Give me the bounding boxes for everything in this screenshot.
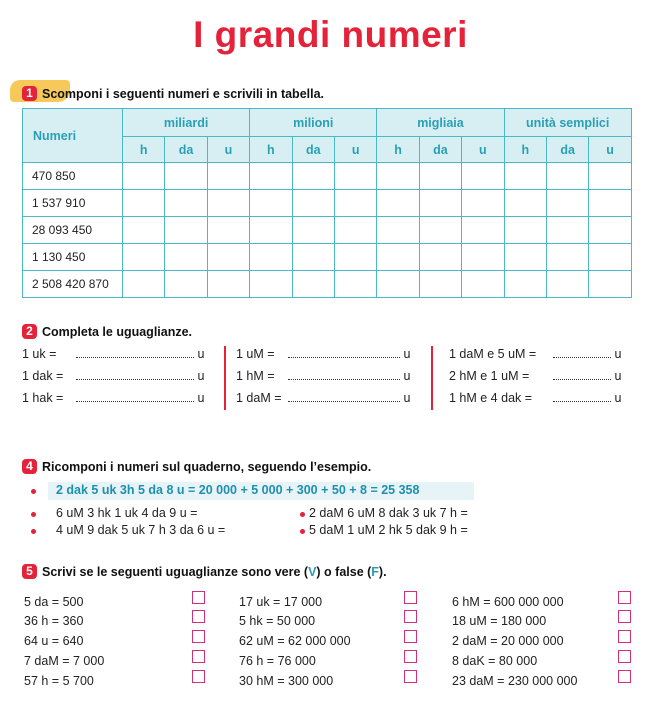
answer-blank[interactable] bbox=[76, 392, 194, 402]
subheader-h: h bbox=[504, 137, 546, 163]
exercise-item: 5 daM 1 uM 2 hk 5 dak 9 h = bbox=[309, 523, 468, 537]
blank-cell[interactable] bbox=[334, 271, 376, 298]
blank-cell[interactable] bbox=[165, 190, 207, 217]
equality-item: 17 uk = 17 000 bbox=[239, 595, 323, 609]
equation-label: 1 daM = bbox=[236, 391, 282, 405]
column-divider bbox=[224, 346, 226, 410]
answer-checkbox[interactable] bbox=[404, 591, 417, 604]
blank-cell[interactable] bbox=[377, 244, 419, 271]
blank-cell[interactable] bbox=[207, 163, 249, 190]
blank-cell[interactable] bbox=[419, 217, 461, 244]
subheader-h: h bbox=[123, 137, 165, 163]
bullet bbox=[31, 512, 36, 517]
equality-item: 8 daK = 80 000 bbox=[452, 654, 538, 668]
bullet bbox=[300, 512, 305, 517]
answer-blank[interactable] bbox=[288, 392, 400, 402]
row-number: 1 130 450 bbox=[23, 244, 123, 271]
column-header-numeri: Numeri bbox=[23, 109, 123, 163]
answer-checkbox[interactable] bbox=[404, 610, 417, 623]
answer-checkbox[interactable] bbox=[192, 670, 205, 683]
answer-checkbox[interactable] bbox=[404, 630, 417, 643]
equality-item: 62 uM = 62 000 000 bbox=[239, 634, 351, 648]
blank-cell[interactable] bbox=[546, 244, 588, 271]
subheader-da: da bbox=[419, 137, 461, 163]
blank-cell[interactable] bbox=[123, 190, 165, 217]
subheader-h: h bbox=[377, 137, 419, 163]
blank-cell[interactable] bbox=[292, 163, 334, 190]
blank-cell[interactable] bbox=[123, 217, 165, 244]
answer-blank[interactable] bbox=[76, 370, 194, 380]
equality-item: 2 daM = 20 000 000 bbox=[452, 634, 564, 648]
blank-cell[interactable] bbox=[419, 163, 461, 190]
equality-item: 76 h = 76 000 bbox=[239, 654, 316, 668]
unit-label: u bbox=[614, 369, 622, 383]
row-number: 1 537 910 bbox=[23, 190, 123, 217]
false-letter: F bbox=[371, 565, 379, 579]
exercise-5-heading bbox=[22, 564, 387, 579]
table-row bbox=[23, 163, 632, 190]
answer-blank[interactable] bbox=[76, 348, 194, 358]
equation-row bbox=[449, 391, 621, 405]
example-equation: 2 dak 5 uk 3h 5 da 8 u = 20 000 + 5 000 + 300 + 50 + 8 = 25 358 bbox=[56, 483, 420, 497]
blank-cell[interactable] bbox=[462, 217, 504, 244]
subheader-u: u bbox=[207, 137, 249, 163]
table-row bbox=[23, 244, 632, 271]
group-header-milioni: milioni bbox=[250, 109, 377, 137]
unit-label: u bbox=[403, 391, 411, 405]
blank-cell[interactable] bbox=[589, 244, 631, 271]
blank-cell[interactable] bbox=[546, 163, 588, 190]
blank-cell[interactable] bbox=[462, 190, 504, 217]
blank-cell[interactable] bbox=[165, 163, 207, 190]
unit-label: u bbox=[197, 369, 205, 383]
exercise-4-heading bbox=[22, 459, 371, 474]
exercise-instruction: Ricomponi i numeri sul quaderno, seguendo l’esempio. bbox=[42, 460, 372, 474]
true-letter: V bbox=[308, 565, 317, 579]
table-row bbox=[23, 271, 632, 298]
equality-item: 23 daM = 230 000 000 bbox=[452, 674, 578, 688]
blank-cell[interactable] bbox=[334, 190, 376, 217]
row-number: 2 508 420 870 bbox=[23, 271, 123, 298]
exercise-instruction: Completa le uguaglianze. bbox=[42, 325, 193, 339]
blank-cell[interactable] bbox=[504, 190, 546, 217]
exercise-instruction: ). bbox=[378, 565, 387, 579]
equality-item: 57 h = 5 700 bbox=[24, 674, 94, 688]
blank-cell[interactable] bbox=[250, 163, 292, 190]
answer-checkbox[interactable] bbox=[192, 650, 205, 663]
equality-item: 5 da = 500 bbox=[24, 595, 84, 609]
place-value-table bbox=[22, 108, 632, 298]
equation-row bbox=[236, 369, 410, 383]
equality-item: 7 daM = 7 000 bbox=[24, 654, 105, 668]
equation-label: 1 hM = bbox=[236, 369, 275, 383]
blank-cell[interactable] bbox=[207, 190, 249, 217]
blank-cell[interactable] bbox=[250, 271, 292, 298]
equation-row bbox=[22, 369, 204, 383]
blank-cell[interactable] bbox=[546, 217, 588, 244]
answer-checkbox[interactable] bbox=[618, 670, 631, 683]
blank-cell[interactable] bbox=[462, 244, 504, 271]
subheader-da: da bbox=[546, 137, 588, 163]
answer-checkbox[interactable] bbox=[618, 610, 631, 623]
unit-label: u bbox=[403, 347, 411, 361]
equation-row bbox=[22, 391, 204, 405]
exercise-item: 2 daM 6 uM 8 dak 3 uk 7 h = bbox=[309, 506, 468, 520]
equation-row bbox=[449, 347, 621, 361]
exercise-2-heading bbox=[22, 324, 192, 339]
exercise-number-badge: 2 bbox=[22, 324, 37, 339]
blank-cell[interactable] bbox=[207, 271, 249, 298]
column-divider bbox=[431, 346, 433, 410]
blank-cell[interactable] bbox=[292, 271, 334, 298]
exercise-instruction: Scomponi i seguenti numeri e scrivili in tabella. bbox=[42, 87, 325, 101]
subheader-da: da bbox=[165, 137, 207, 163]
blank-cell[interactable] bbox=[250, 217, 292, 244]
equality-item: 36 h = 360 bbox=[24, 614, 84, 628]
equality-item: 18 uM = 180 000 bbox=[452, 614, 547, 628]
blank-cell[interactable] bbox=[292, 190, 334, 217]
answer-blank[interactable] bbox=[288, 348, 400, 358]
blank-cell[interactable] bbox=[207, 244, 249, 271]
blank-cell[interactable] bbox=[462, 271, 504, 298]
blank-cell[interactable] bbox=[504, 217, 546, 244]
bullet bbox=[300, 529, 305, 534]
equality-item: 6 hM = 600 000 000 bbox=[452, 595, 564, 609]
page-title: I grandi numeri bbox=[193, 14, 468, 55]
exercise-item: 6 uM 3 hk 1 uk 4 da 9 u = bbox=[56, 506, 198, 520]
blank-cell[interactable] bbox=[377, 163, 419, 190]
answer-checkbox[interactable] bbox=[404, 650, 417, 663]
equation-label: 1 dak = bbox=[22, 369, 64, 383]
blank-cell[interactable] bbox=[250, 190, 292, 217]
bullet bbox=[31, 489, 36, 494]
blank-cell[interactable] bbox=[123, 244, 165, 271]
blank-cell[interactable] bbox=[419, 244, 461, 271]
exercise-number-badge: 4 bbox=[22, 459, 37, 474]
blank-cell[interactable] bbox=[377, 190, 419, 217]
exercise-instruction: ) o false ( bbox=[316, 565, 372, 579]
exercise-number-badge: 1 bbox=[22, 86, 37, 101]
row-number: 28 093 450 bbox=[23, 217, 123, 244]
blank-cell[interactable] bbox=[292, 244, 334, 271]
exercise-instruction: Scrivi se le seguenti uguaglianze sono vere ( bbox=[42, 565, 309, 579]
equality-item: 30 hM = 300 000 bbox=[239, 674, 334, 688]
blank-cell[interactable] bbox=[589, 190, 631, 217]
answer-checkbox[interactable] bbox=[618, 650, 631, 663]
blank-cell[interactable] bbox=[123, 271, 165, 298]
blank-cell[interactable] bbox=[419, 271, 461, 298]
unit-label: u bbox=[614, 347, 622, 361]
answer-checkbox[interactable] bbox=[192, 610, 205, 623]
unit-label: u bbox=[197, 391, 205, 405]
blank-cell[interactable] bbox=[419, 190, 461, 217]
answer-checkbox[interactable] bbox=[192, 630, 205, 643]
subheader-u: u bbox=[589, 137, 631, 163]
blank-cell[interactable] bbox=[250, 244, 292, 271]
answer-blank[interactable] bbox=[553, 370, 611, 380]
equality-item: 5 hk = 50 000 bbox=[239, 614, 316, 628]
answer-blank[interactable] bbox=[288, 370, 400, 380]
blank-cell[interactable] bbox=[589, 217, 631, 244]
equation-label: 1 uM = bbox=[236, 347, 275, 361]
table-row bbox=[23, 217, 632, 244]
blank-cell[interactable] bbox=[165, 217, 207, 244]
answer-blank[interactable] bbox=[553, 392, 611, 402]
blank-cell[interactable] bbox=[377, 271, 419, 298]
exercise-1-heading bbox=[22, 86, 324, 101]
blank-cell[interactable] bbox=[589, 163, 631, 190]
answer-checkbox[interactable] bbox=[404, 670, 417, 683]
blank-cell[interactable] bbox=[546, 190, 588, 217]
unit-label: u bbox=[403, 369, 411, 383]
blank-cell[interactable] bbox=[292, 217, 334, 244]
exercise-number-badge: 5 bbox=[22, 564, 37, 579]
blank-cell[interactable] bbox=[504, 163, 546, 190]
blank-cell[interactable] bbox=[546, 271, 588, 298]
group-header-miliardi: miliardi bbox=[123, 109, 250, 137]
blank-cell[interactable] bbox=[165, 244, 207, 271]
answer-checkbox[interactable] bbox=[618, 630, 631, 643]
subheader-h: h bbox=[250, 137, 292, 163]
blank-cell[interactable] bbox=[207, 217, 249, 244]
answer-checkbox[interactable] bbox=[192, 591, 205, 604]
blank-cell[interactable] bbox=[589, 271, 631, 298]
bullet bbox=[31, 529, 36, 534]
equation-row bbox=[22, 347, 204, 361]
equation-label: 1 uk = bbox=[22, 347, 57, 361]
table-row bbox=[23, 190, 632, 217]
blank-cell[interactable] bbox=[334, 163, 376, 190]
blank-cell[interactable] bbox=[165, 271, 207, 298]
blank-cell[interactable] bbox=[334, 244, 376, 271]
subheader-u: u bbox=[462, 137, 504, 163]
blank-cell[interactable] bbox=[504, 244, 546, 271]
equality-item: 64 u = 640 bbox=[24, 634, 84, 648]
blank-cell[interactable] bbox=[377, 217, 419, 244]
blank-cell[interactable] bbox=[123, 163, 165, 190]
row-number: 470 850 bbox=[23, 163, 123, 190]
blank-cell[interactable] bbox=[334, 217, 376, 244]
equation-row bbox=[449, 369, 621, 383]
group-header-unita-semplici: unità semplici bbox=[504, 109, 631, 137]
equation-label: 2 hM e 1 uM = bbox=[449, 369, 530, 383]
unit-label: u bbox=[197, 347, 205, 361]
answer-blank[interactable] bbox=[553, 348, 611, 358]
subheader-u: u bbox=[334, 137, 376, 163]
answer-checkbox[interactable] bbox=[618, 591, 631, 604]
group-header-migliaia: migliaia bbox=[377, 109, 504, 137]
unit-label: u bbox=[614, 391, 622, 405]
blank-cell[interactable] bbox=[462, 163, 504, 190]
blank-cell[interactable] bbox=[504, 271, 546, 298]
equation-label: 1 daM e 5 uM = bbox=[449, 347, 537, 361]
subheader-da: da bbox=[292, 137, 334, 163]
exercise-item: 4 uM 9 dak 5 uk 7 h 3 da 6 u = bbox=[56, 523, 226, 537]
equation-row bbox=[236, 347, 410, 361]
equation-label: 1 hM e 4 dak = bbox=[449, 391, 533, 405]
equation-label: 1 hak = bbox=[22, 391, 64, 405]
equation-row bbox=[236, 391, 410, 405]
